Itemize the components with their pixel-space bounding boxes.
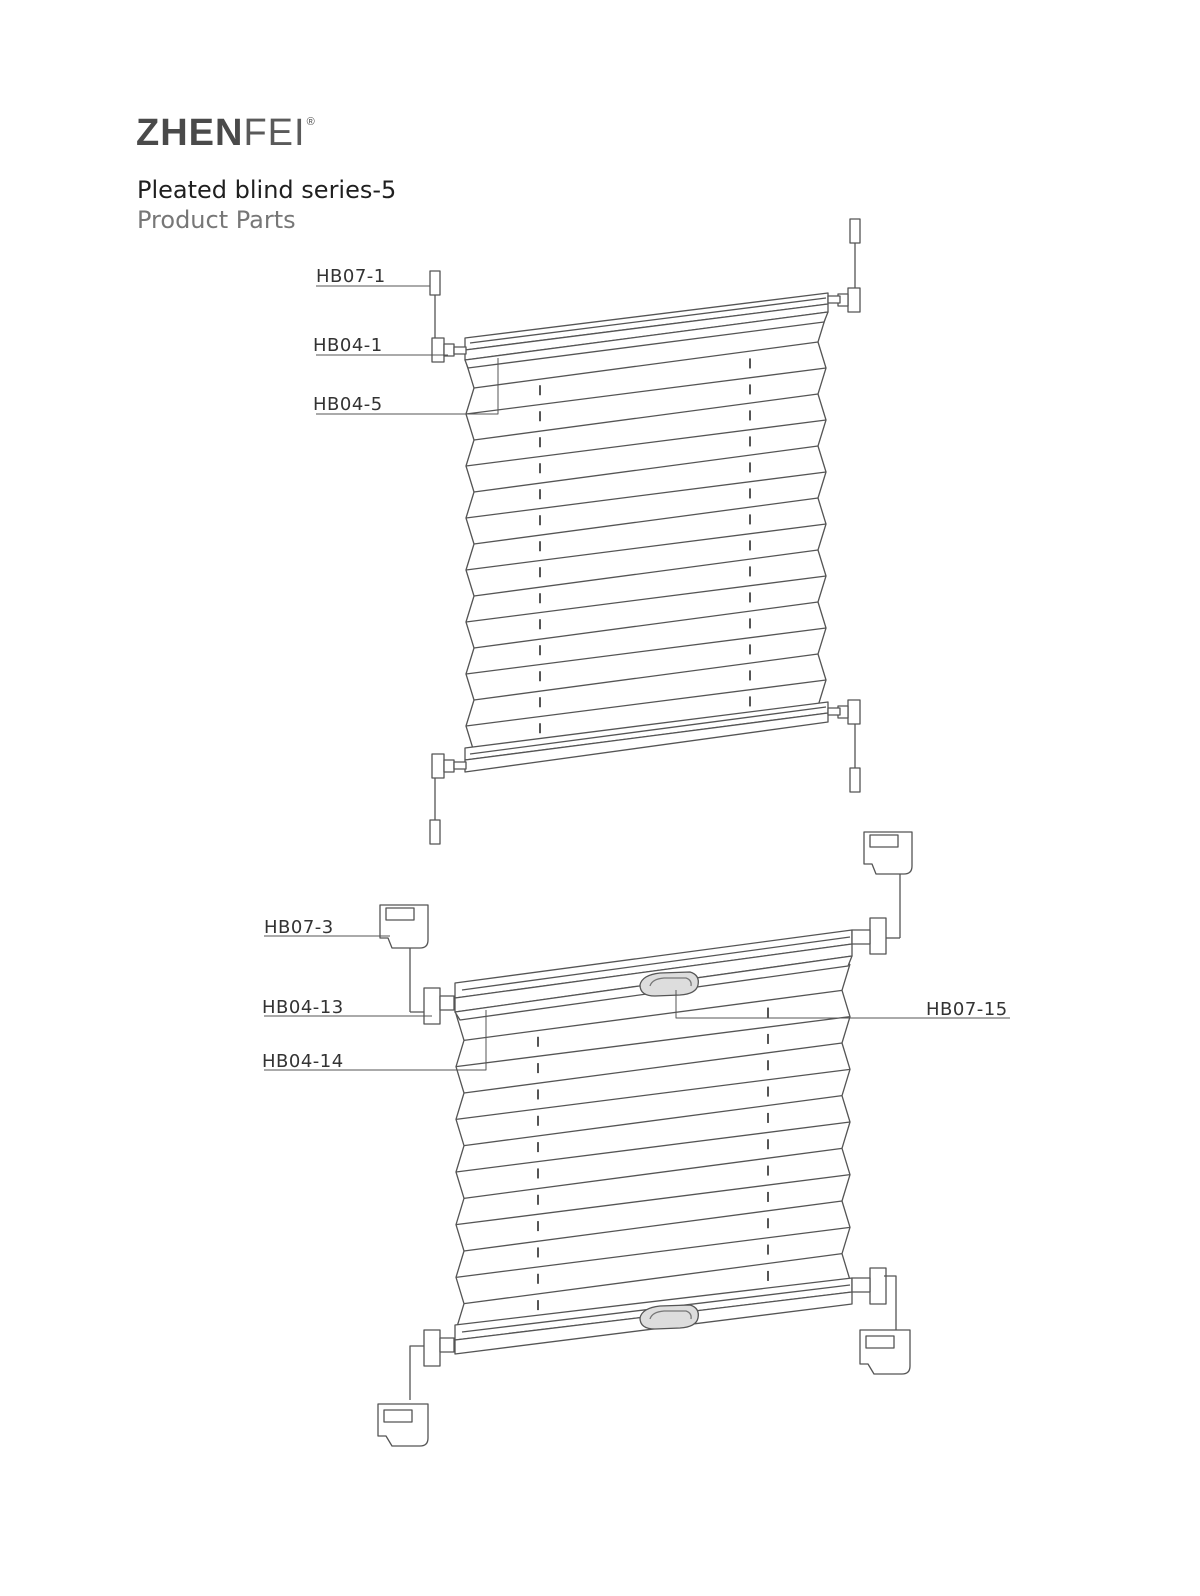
- top-pleat-fold: [474, 394, 818, 440]
- bottom-cords: [538, 1008, 768, 1311]
- bottom-right-top-clip: [852, 832, 912, 954]
- label-hb07-3: HB07-3: [264, 917, 334, 938]
- bottom-leader-lines: [264, 936, 1010, 1070]
- bottom-right-lower-clip: [852, 1268, 910, 1374]
- top-pleats: [466, 316, 826, 752]
- bottom-pleat-fold: [456, 1122, 850, 1172]
- top-pleat-fold: [474, 654, 818, 700]
- top-pleat-right-edge: [818, 316, 826, 706]
- bottom-handle: [640, 1305, 698, 1329]
- brand-name-light: FEI: [243, 112, 306, 154]
- bottom-blind-illustration: [264, 832, 1010, 1446]
- brand-name-bold: ZHEN: [136, 112, 244, 154]
- label-hb04-13: HB04-13: [262, 997, 344, 1018]
- bottom-pleat-fold: [456, 1227, 850, 1277]
- top-pleat-fold: [474, 550, 818, 596]
- bottom-left-top-clip: [380, 905, 454, 1024]
- top-pleat-fold: [466, 472, 826, 518]
- top-pleat-fold: [466, 368, 826, 414]
- page-title: Pleated blind series-5: [137, 176, 397, 204]
- bottom-pleat-fold: [456, 1175, 850, 1225]
- bottom-pleat-fold: [464, 1096, 842, 1146]
- bottom-pleat-fold: [464, 1148, 842, 1198]
- top-head-rail: [465, 293, 828, 368]
- top-left-bracket: [430, 271, 466, 362]
- label-hb04-14: HB04-14: [262, 1051, 344, 1072]
- bottom-pleat-fold: [464, 1043, 842, 1093]
- label-hb07-15: HB07-15: [926, 999, 1008, 1020]
- top-right-bracket: [828, 219, 860, 312]
- bottom-pleat-fold: [456, 1017, 850, 1067]
- bottom-pleat-fold: [464, 1201, 842, 1251]
- top-handle: [640, 972, 698, 996]
- top-right-lower-bracket: [828, 700, 860, 792]
- label-hb07-1: HB07-1: [316, 266, 386, 287]
- top-pleat-fold: [474, 602, 818, 648]
- label-hb04-5: HB04-5: [313, 394, 383, 415]
- top-pleat-fold: [474, 498, 818, 544]
- bottom-pleats: [456, 964, 850, 1330]
- top-left-lower-bracket: [430, 754, 466, 844]
- top-pleat-fold: [466, 576, 826, 622]
- top-blind-illustration: [316, 219, 860, 844]
- bottom-pleat-fold: [456, 1069, 850, 1119]
- top-pleat-fold: [474, 446, 818, 492]
- registered-mark: ®: [306, 116, 316, 128]
- top-bottom-rail: [465, 702, 828, 772]
- top-pleat-fold: [466, 524, 826, 570]
- top-pleat-fold: [466, 420, 826, 466]
- bottom-left-lower-clip: [378, 1330, 454, 1446]
- top-pleat-fold: [466, 628, 826, 674]
- page-subtitle: Product Parts: [137, 206, 296, 234]
- label-hb04-1: HB04-1: [313, 335, 383, 356]
- top-pleat-left-edge: [466, 362, 474, 752]
